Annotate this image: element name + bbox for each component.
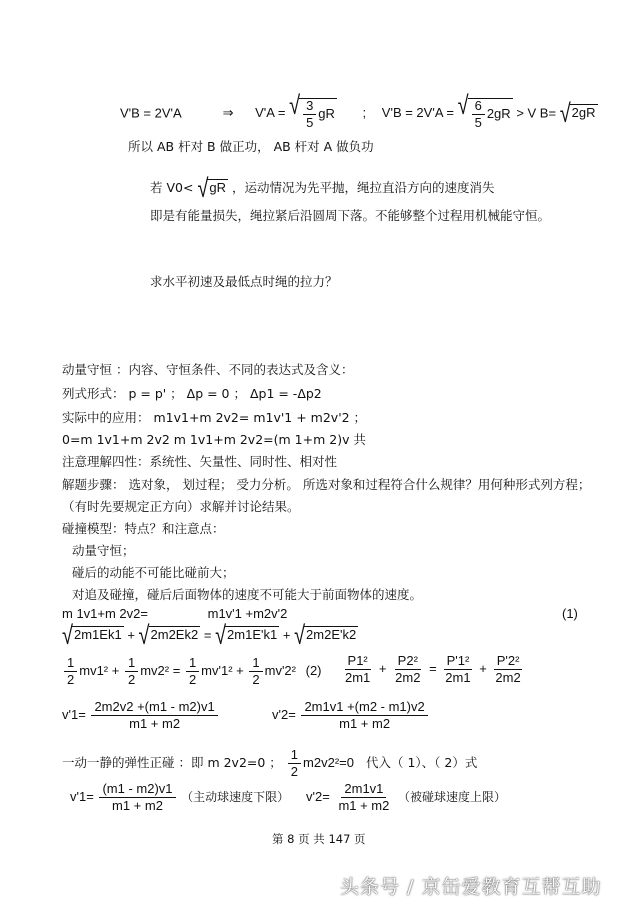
v2-prime-general: v'2= $\frac{2m1v1 +(m2 - m1)v2}{m1 + m2}$ — [272, 700, 430, 731]
solving-steps-line: 解题步骤： 选对象， 划过程； 受力分析。 所选对象和过程符合什么规律？用何种形式列方程； — [62, 477, 591, 492]
collision-point-2: 碰后的动能不可能比碰前大； — [72, 565, 235, 580]
solving-steps-line-2: （有时先要规定正方向）求解并讨论结果。 — [62, 499, 300, 514]
elastic-v2-prime: v'2= $\frac{2m1v1}{m1 + m2}$ （被碰球速度上限） — [306, 781, 507, 813]
comparison-sqrt: √ 2gR — [559, 99, 596, 129]
collision-point-1: 动量守恒； — [72, 543, 135, 558]
va-fraction: $\frac{3}{5}$ — [303, 99, 316, 130]
comparison: > V B= — [516, 105, 557, 121]
elastic-v1-prime: v'1= $\frac{(m1 - m2)v1}{m1 + m2}$ （主动球速度下限） — [70, 781, 290, 813]
equation-number-2: (2) — [305, 662, 322, 678]
applications-line: 实际中的应用： m1v1+m 2v2= m1v'1 + m2v'2 ； — [62, 410, 367, 425]
root-energy-equation: √ 2m1Ek1 + √ 2m2Ek2 = √ 2m1E'k1 + √ 2m2E'k2 — [62, 621, 357, 651]
four-properties-line: 注意理解四性：系统性、矢量性、同时性、相对性 — [62, 454, 338, 469]
momentum-equation: m 1v1+m 2v2= m1v'1 +m2v'2 — [62, 606, 288, 621]
condition-line: 若 V0< √ gR ，运动情况为先平抛，绳拉直沿方向的速度消失 — [150, 174, 495, 203]
vb-label: V'B = 2V'A = — [381, 105, 454, 121]
equation-velocity-relation — [120, 91, 598, 130]
gr-sqrt: √ gR — [197, 174, 227, 203]
watermark: 头条号 / 京缶爱教育互帮互助 — [340, 876, 602, 898]
zero-momentum-line: 0=m 1v1+m 2v2 m 1v1+m 2v2=(m 1+m 2)v 共 — [62, 432, 366, 447]
semicolon: ; — [362, 105, 367, 121]
equation-number-1: (1) — [562, 606, 578, 621]
vb-sqrt: √ $\frac{6}{5}$ 2gR — [457, 91, 511, 130]
energy-loss-line: 即是有能量损失，绳拉紧后沿圆周下落。不能够整个过程用机械能守恒。 — [150, 208, 551, 223]
conservation-title: 动量守恒 ：内容、守恒条件、不同的表达式及含义： — [62, 362, 354, 377]
momentum-energy-equation: $\frac{\text{P1²}}{2m1}$ + $\frac{\text{P2²}}{2m2}$ = $\frac{\text{P'1²}}{2m1}$ + $\frac{\text{P'2²}}{2m2}$ — [345, 653, 521, 685]
vb-equals-2va: V'B = 2V'A — [120, 105, 181, 121]
expression-forms: 列式形式： p = p' ； Δp = 0 ； Δp1 = -Δp2 — [62, 386, 322, 401]
vb-fraction: $\frac{6}{5}$ — [472, 99, 485, 130]
v1-prime-general: v'1= $\frac{2m2v2 +(m1 - m2)v1}{m1 + m2}$ — [62, 700, 220, 731]
collision-point-3: 对追及碰撞，碰后后面物体的速度不可能大于前面物体的速度。 — [72, 587, 423, 602]
page-footer: 第 8 页 共 147 页 — [272, 832, 366, 846]
kinetic-energy-equation: $\frac{1}{2}$ mv1² + $\frac{1}{2}$ mv2² = $\frac{1}{2}$ mv'1² + $\frac{1}{2}$ mv'2² (2) — [62, 656, 322, 687]
collision-model-title: 碰撞模型：特点？和注意点： — [62, 521, 225, 536]
work-statement: 所以 AB 杆对 B 做正功， AB 杆对 A 做负功 — [128, 139, 374, 154]
elastic-collision-line: 一动一静的弹性正碰 ：即 m 2v2=0 ； $\frac{1}{2}$ m2v2²=0 代入（ 1）、（ 2）式 — [62, 747, 478, 779]
va-label: V'A = — [255, 105, 286, 121]
va-sqrt: √ $\frac{3}{5}$ gR — [289, 91, 335, 130]
implies-arrow: ⇒ — [222, 105, 234, 121]
question-line: 求水平初速及最低点时绳的拉力？ — [150, 274, 338, 289]
